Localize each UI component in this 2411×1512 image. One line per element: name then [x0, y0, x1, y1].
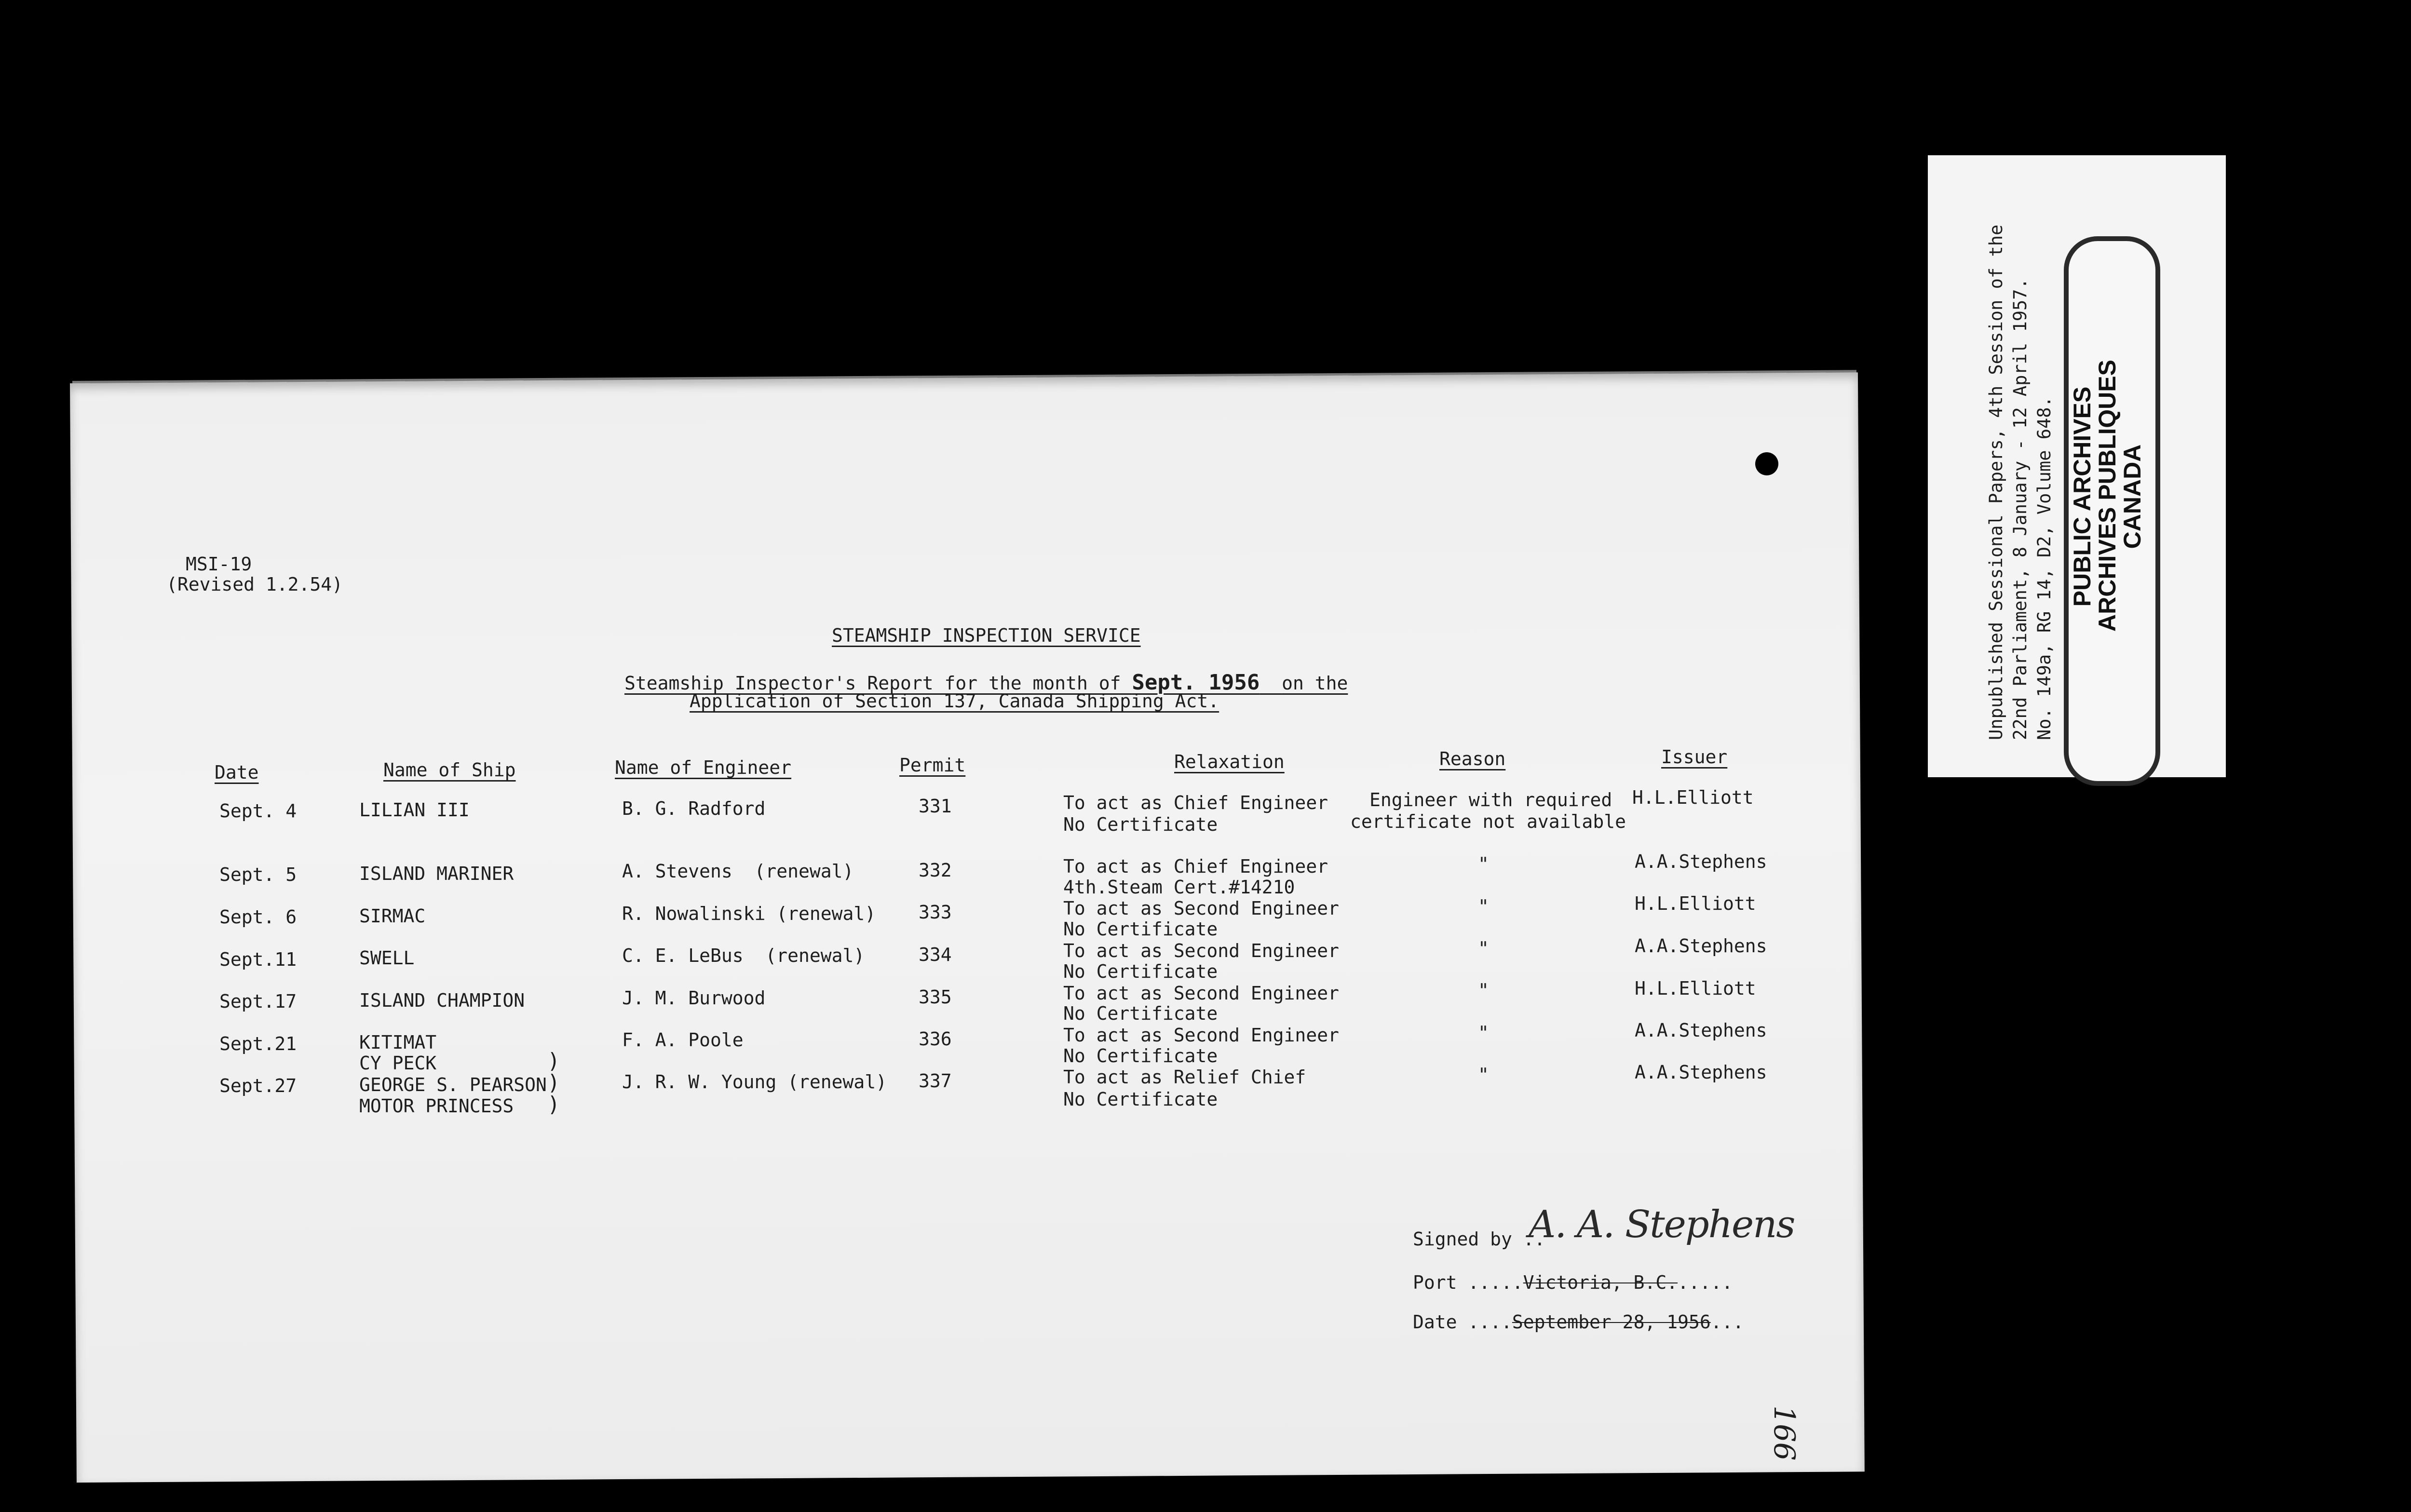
date-label: Date .... [1413, 1311, 1512, 1333]
row-5-reason: " [1478, 980, 1489, 1001]
archive-line-1: Unpublished Sessional Papers, 4th Session of the [1986, 224, 2006, 740]
row-5-relax2: No Certificate [1063, 1003, 1218, 1024]
port-trail: ..... [1678, 1272, 1733, 1293]
row-2-date: Sept. 5 [219, 864, 297, 885]
report-title-post: on the [1282, 673, 1348, 694]
row-7-ship-below: MOTOR PRINCESS [359, 1095, 514, 1117]
row-7-ship: GEORGE S. PEARSON [359, 1074, 547, 1095]
row-4-relax1: To act as Second Engineer [1063, 940, 1339, 961]
row-3-date: Sept. 6 [219, 906, 297, 928]
row-2-permit: 332 [919, 860, 952, 881]
row-3-ship: SIRMAC [359, 905, 426, 927]
row-6-relax1: To act as Second Engineer [1063, 1025, 1339, 1046]
row-4-permit: 334 [919, 944, 952, 965]
row-2-engineer: A. Stevens (renewal) [622, 861, 854, 882]
row-7-engineer: J. R. W. Young (renewal) [622, 1071, 887, 1093]
row-5-relax1: To act as Second Engineer [1063, 983, 1339, 1004]
row-4-date: Sept.11 [219, 949, 297, 970]
col-reason: Reason [1439, 748, 1506, 770]
row-6-relax2: No Certificate [1063, 1045, 1218, 1066]
row-7-issuer: A.A.Stephens [1635, 1062, 1767, 1083]
archive-line-3: No. 149a, RG 14, D2, Volume 648. [2034, 396, 2055, 740]
row-7-relax2: No Certificate [1063, 1089, 1218, 1110]
row-3-issuer: H.L.Elliott [1635, 893, 1756, 914]
row-2-relax1: To act as Chief Engineer [1063, 856, 1328, 877]
row-4-reason: " [1478, 938, 1489, 959]
row-1-date: Sept. 4 [219, 800, 297, 822]
report-title-line2: Application of Section 137, Canada Shipping Act. [690, 690, 1219, 712]
col-issuer: Issuer [1661, 746, 1728, 768]
port-value: Victoria, B.C. [1523, 1272, 1678, 1293]
service-title: STEAMSHIP INSPECTION SERVICE [832, 625, 1141, 646]
col-permit: Permit [899, 755, 966, 776]
row-7-relax1: To act as Relief Chief [1063, 1066, 1306, 1088]
stamp-line-2: ARCHIVES PUBLIQUES [2094, 360, 2121, 632]
stamp-line-3: CANADA [2119, 444, 2146, 549]
row-3-engineer: R. Nowalinski (renewal) [622, 903, 876, 924]
row-6-issuer: A.A.Stephens [1635, 1020, 1767, 1041]
report-month: Sept. 1956 [1132, 670, 1260, 695]
archive-card-text [1984, 225, 2057, 740]
row-1-relax1: To act as Chief Engineer [1063, 792, 1328, 813]
row-2-relax2: 4th.Steam Cert.#14210 [1063, 877, 1295, 898]
row-1-ship: LILIAN III [359, 799, 470, 821]
row-4-engineer: C. E. LeBus (renewal) [622, 945, 865, 966]
archive-line-2: 22nd Parliament, 8 January - 12 April 1957. [2010, 278, 2031, 740]
row-6-date: Sept.21 [219, 1033, 297, 1054]
row-7-reason: " [1478, 1064, 1489, 1085]
form-revised: (Revised 1.2.54) [166, 574, 343, 595]
row-3-relax1: To act as Second Engineer [1063, 898, 1339, 919]
ship-brace-2: ) [547, 1070, 560, 1095]
row-1-relax2: No Certificate [1063, 814, 1218, 835]
date-trail: ... [1710, 1311, 1744, 1333]
port-line [1413, 1272, 1733, 1293]
row-7-ship-above: CY PECK [359, 1053, 437, 1074]
row-7-date: Sept.27 [219, 1075, 297, 1096]
ship-brace-1: ) [547, 1049, 560, 1073]
row-6-reason: " [1478, 1022, 1489, 1043]
form-code: MSI-19 [186, 554, 252, 575]
row-1-engineer: B. G. Radford [622, 798, 766, 819]
row-1-reason1: Engineer with required [1369, 789, 1612, 810]
col-engineer: Name of Engineer [615, 757, 792, 778]
row-5-permit: 335 [919, 986, 952, 1008]
date-value: September 28, 1956 [1512, 1311, 1711, 1333]
signature: A. A. Stephens [1529, 1203, 1795, 1246]
row-5-date: Sept.17 [219, 991, 297, 1012]
row-3-reason: " [1478, 896, 1489, 917]
port-label: Port ..... [1413, 1272, 1523, 1293]
row-5-issuer: H.L.Elliott [1635, 978, 1756, 999]
row-4-ship: SWELL [359, 947, 415, 969]
row-5-ship: ISLAND CHAMPION [359, 990, 525, 1011]
row-2-ship: ISLAND MARINER [359, 863, 514, 884]
row-7-permit: 337 [919, 1070, 952, 1092]
punch-hole [1755, 452, 1778, 475]
col-relaxation: Relaxation [1174, 751, 1285, 772]
row-6-engineer: F. A. Poole [622, 1029, 744, 1051]
row-1-issuer: H.L.Elliott [1632, 787, 1754, 808]
row-5-engineer: J. M. Burwood [622, 987, 766, 1009]
archive-stamp-text [2070, 362, 2145, 632]
folio-number: 166 [1767, 1405, 1801, 1461]
ship-brace-3: ) [547, 1092, 560, 1117]
row-2-reason: " [1478, 853, 1489, 875]
row-3-permit: 333 [919, 902, 952, 923]
date-line [1413, 1311, 1744, 1333]
row-1-reason2: certificate not available [1350, 811, 1626, 832]
row-4-relax2: No Certificate [1063, 961, 1218, 982]
row-6-ship: KITIMAT [359, 1032, 437, 1053]
row-4-issuer: A.A.Stephens [1635, 935, 1767, 957]
signed-label: Signed by .. [1413, 1228, 1545, 1250]
row-6-permit: 336 [919, 1028, 952, 1050]
row-2-issuer: A.A.Stephens [1635, 851, 1767, 872]
report-title-pre: Steamship Inspector's Report for the month of [624, 673, 1121, 694]
row-1-permit: 331 [919, 796, 952, 817]
stamp-line-1: PUBLIC ARCHIVES [2069, 386, 2096, 607]
row-3-relax2: No Certificate [1063, 918, 1218, 940]
col-ship: Name of Ship [383, 759, 516, 781]
col-date: Date [215, 762, 259, 783]
